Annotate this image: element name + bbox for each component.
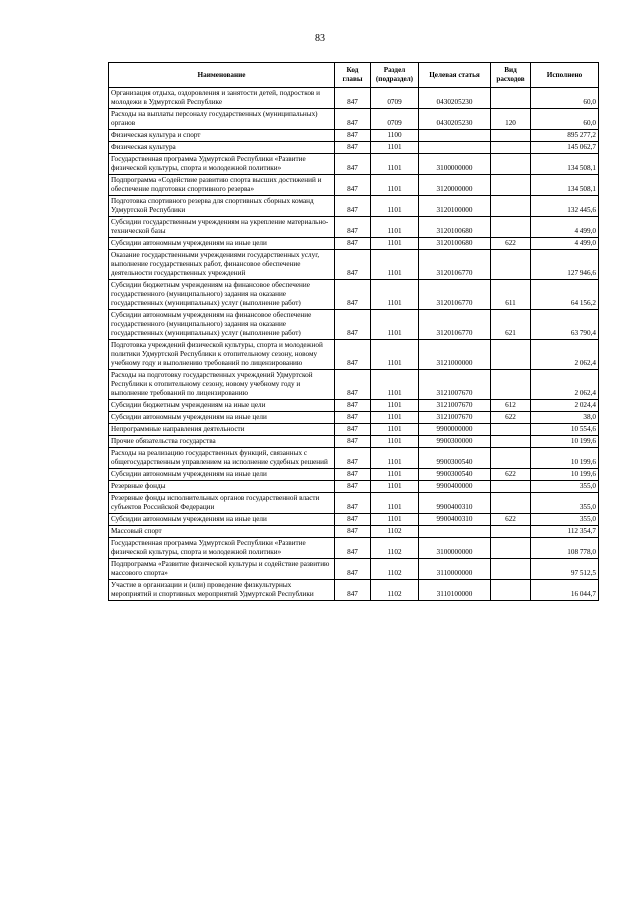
row-type: 622 [491, 412, 531, 424]
table-row [109, 109, 599, 130]
row-amount: 4 499,0 [531, 238, 599, 250]
row-target [419, 526, 491, 538]
row-amount: 355,0 [531, 493, 599, 514]
header-target: Целевая статья [419, 63, 491, 88]
row-amount: 355,0 [531, 514, 599, 526]
row-type [491, 370, 531, 400]
row-code: 847 [335, 130, 371, 142]
row-type [491, 142, 531, 154]
row-code: 847 [335, 175, 371, 196]
row-amount: 63 790,4 [531, 310, 599, 340]
row-code: 847 [335, 370, 371, 400]
row-target: 3121007670 [419, 412, 491, 424]
row-amount: 2 062,4 [531, 370, 599, 400]
row-name: Государственная программа Удмуртской Республики «Развитие физической культуры, спорта и молодежной политики» [109, 154, 335, 175]
row-name: Субсидии автономным учреждениям на иные цели [109, 514, 335, 526]
row-name: Субсидии автономным учреждениям на иные цели [109, 412, 335, 424]
table-row [109, 436, 599, 448]
row-type [491, 196, 531, 217]
row-target: 9900000000 [419, 424, 491, 436]
row-target: 3121007670 [419, 370, 491, 400]
row-amount: 2 062,4 [531, 340, 599, 370]
row-section: 1101 [371, 280, 419, 310]
row-section: 1101 [371, 154, 419, 175]
row-type [491, 175, 531, 196]
row-target: 3120106770 [419, 280, 491, 310]
row-section: 0709 [371, 109, 419, 130]
row-type [491, 436, 531, 448]
row-target: 3120106770 [419, 310, 491, 340]
row-target: 3120000000 [419, 175, 491, 196]
row-type [491, 526, 531, 538]
table-row [109, 469, 599, 481]
row-name: Субсидии автономным учреждениям на иные цели [109, 469, 335, 481]
row-type [491, 88, 531, 109]
table-row [109, 412, 599, 424]
row-name: Подпрограмма «Развитие физической культуры и содействие развитию массового спорта» [109, 559, 335, 580]
row-section: 1102 [371, 580, 419, 601]
row-code: 847 [335, 538, 371, 559]
table-row [109, 424, 599, 436]
row-code: 847 [335, 88, 371, 109]
row-type [491, 217, 531, 238]
table-row [109, 580, 599, 601]
table-row [109, 238, 599, 250]
row-type [491, 130, 531, 142]
row-code: 847 [335, 400, 371, 412]
table-row [109, 154, 599, 175]
row-section: 1101 [371, 142, 419, 154]
row-section: 1101 [371, 469, 419, 481]
row-amount: 2 024,4 [531, 400, 599, 412]
row-code: 847 [335, 493, 371, 514]
row-type [491, 340, 531, 370]
table-row [109, 526, 599, 538]
row-amount: 10 199,6 [531, 469, 599, 481]
row-name: Подготовка учреждений физической культуры, спорта и молодежной политики Удмуртской Республики к отопительному сезону, новому учебному году и выполнению требований по лицензированию [109, 340, 335, 370]
row-code: 847 [335, 424, 371, 436]
header-name: Наименование [109, 63, 335, 88]
row-target: 3110100000 [419, 580, 491, 601]
row-section: 1101 [371, 412, 419, 424]
row-code: 847 [335, 217, 371, 238]
row-name: Резервные фонды [109, 481, 335, 493]
row-target: 3120100680 [419, 238, 491, 250]
row-code: 847 [335, 514, 371, 526]
table-row [109, 400, 599, 412]
row-target: 3121000000 [419, 340, 491, 370]
table-header-row [109, 63, 599, 88]
row-type: 120 [491, 109, 531, 130]
row-name: Субсидии автономным учреждениям на иные цели [109, 238, 335, 250]
row-name: Субсидии государственным учреждениям на укрепление материально-технической базы [109, 217, 335, 238]
row-type [491, 448, 531, 469]
row-target: 9900400000 [419, 481, 491, 493]
row-section: 1100 [371, 130, 419, 142]
row-amount: 112 354,7 [531, 526, 599, 538]
row-section: 1101 [371, 217, 419, 238]
row-amount: 127 946,6 [531, 250, 599, 280]
table-row [109, 88, 599, 109]
table-row [109, 448, 599, 469]
row-section: 0709 [371, 88, 419, 109]
table-row [109, 481, 599, 493]
header-type: Вид расходов [491, 63, 531, 88]
table-row [109, 493, 599, 514]
row-name: Подпрограмма «Содействие развитию спорта высших достижений и обеспечение подготовки спортивного резерва» [109, 175, 335, 196]
row-name: Непрограммные направления деятельности [109, 424, 335, 436]
row-section: 1101 [371, 310, 419, 340]
row-code: 847 [335, 448, 371, 469]
row-code: 847 [335, 559, 371, 580]
row-section: 1101 [371, 250, 419, 280]
table-row [109, 514, 599, 526]
row-target: 9900400310 [419, 514, 491, 526]
row-amount: 132 445,6 [531, 196, 599, 217]
row-section: 1102 [371, 526, 419, 538]
row-name: Организация отдыха, оздоровления и занятости детей, подростков и молодежи в Удмуртской Республике [109, 88, 335, 109]
table-row [109, 250, 599, 280]
row-amount: 10 554,6 [531, 424, 599, 436]
row-name: Подготовка спортивного резерва для спортивных сборных команд Удмуртской Республики [109, 196, 335, 217]
row-amount: 64 156,2 [531, 280, 599, 310]
row-code: 847 [335, 196, 371, 217]
table-body [109, 88, 599, 601]
row-type: 611 [491, 280, 531, 310]
row-amount: 38,0 [531, 412, 599, 424]
row-name: Расходы на реализацию государственных функций, связанных с общегосударственным управлением на исполнение судебных решений [109, 448, 335, 469]
row-code: 847 [335, 580, 371, 601]
row-type: 621 [491, 310, 531, 340]
row-code: 847 [335, 142, 371, 154]
row-type [491, 424, 531, 436]
header-amount: Исполнено [531, 63, 599, 88]
row-section: 1102 [371, 538, 419, 559]
row-code: 847 [335, 310, 371, 340]
row-target: 0430205230 [419, 109, 491, 130]
row-type [491, 250, 531, 280]
row-section: 1101 [371, 424, 419, 436]
row-code: 847 [335, 481, 371, 493]
row-amount: 4 499,0 [531, 217, 599, 238]
row-amount: 108 778,0 [531, 538, 599, 559]
table-row [109, 310, 599, 340]
table-row [109, 142, 599, 154]
row-target [419, 130, 491, 142]
row-name: Участие в организации и (или) проведение физкультурных мероприятий и спортивных мероприятий Удмуртской Республики [109, 580, 335, 601]
row-amount: 145 062,7 [531, 142, 599, 154]
row-type [491, 559, 531, 580]
row-amount: 97 512,5 [531, 559, 599, 580]
row-name: Субсидии бюджетным учреждениям на иные цели [109, 400, 335, 412]
row-target: 3100000000 [419, 538, 491, 559]
row-target: 3120100680 [419, 217, 491, 238]
row-section: 1102 [371, 559, 419, 580]
row-name: Резервные фонды исполнительных органов государственной власти субъектов Российской Федерации [109, 493, 335, 514]
row-type: 622 [491, 514, 531, 526]
row-name: Физическая культура [109, 142, 335, 154]
row-code: 847 [335, 238, 371, 250]
table-row [109, 280, 599, 310]
row-type [491, 580, 531, 601]
table-row [109, 130, 599, 142]
row-target: 9900300540 [419, 448, 491, 469]
row-section: 1101 [371, 370, 419, 400]
header-code: Код главы [335, 63, 371, 88]
row-type: 622 [491, 238, 531, 250]
row-target [419, 142, 491, 154]
row-section: 1101 [371, 493, 419, 514]
row-target: 9900300000 [419, 436, 491, 448]
table-row [109, 175, 599, 196]
row-section: 1101 [371, 481, 419, 493]
row-type: 612 [491, 400, 531, 412]
row-type [491, 481, 531, 493]
row-amount: 10 199,6 [531, 448, 599, 469]
row-section: 1101 [371, 400, 419, 412]
row-code: 847 [335, 436, 371, 448]
row-name: Субсидии бюджетным учреждениям на финансовое обеспечение государственного (муниципального) задания на оказание государственных (муниципальных) услуг (выполнение работ) [109, 280, 335, 310]
row-name: Прочие обязательства государства [109, 436, 335, 448]
row-code: 847 [335, 154, 371, 175]
row-section: 1101 [371, 436, 419, 448]
row-section: 1101 [371, 238, 419, 250]
row-name: Расходы на подготовку государственных учреждений Удмуртской Республики к отопительному сезону, новому учебному году и выполнение требований по лицензированию [109, 370, 335, 400]
table-row [109, 370, 599, 400]
row-target: 3110000000 [419, 559, 491, 580]
table-row [109, 340, 599, 370]
header-section: Раздел (подраздел) [371, 63, 419, 88]
row-amount: 16 044,7 [531, 580, 599, 601]
row-name: Субсидии автономным учреждениям на финансовое обеспечение государственного (муниципального) задания на оказание государственных (муниципальных) услуг (выполнение работ) [109, 310, 335, 340]
row-section: 1101 [371, 340, 419, 370]
row-code: 847 [335, 280, 371, 310]
table-row [109, 196, 599, 217]
row-type: 622 [491, 469, 531, 481]
row-target: 3121007670 [419, 400, 491, 412]
row-amount: 355,0 [531, 481, 599, 493]
table-row [109, 217, 599, 238]
row-amount: 895 277,2 [531, 130, 599, 142]
row-target: 3120106770 [419, 250, 491, 280]
row-code: 847 [335, 250, 371, 280]
row-target: 9900400310 [419, 493, 491, 514]
row-target: 3100000000 [419, 154, 491, 175]
row-section: 1101 [371, 514, 419, 526]
row-code: 847 [335, 109, 371, 130]
row-name: Массовый спорт [109, 526, 335, 538]
row-name: Физическая культура и спорт [109, 130, 335, 142]
row-section: 1101 [371, 448, 419, 469]
table-row [109, 559, 599, 580]
row-code: 847 [335, 526, 371, 538]
row-amount: 134 508,1 [531, 154, 599, 175]
budget-execution-table [108, 62, 599, 601]
row-name: Государственная программа Удмуртской Республики «Развитие физической культуры, спорта и молодежной политики» [109, 538, 335, 559]
row-amount: 134 508,1 [531, 175, 599, 196]
row-amount: 10 199,6 [531, 436, 599, 448]
row-code: 847 [335, 469, 371, 481]
row-code: 847 [335, 412, 371, 424]
row-amount: 60,0 [531, 88, 599, 109]
row-type [491, 154, 531, 175]
row-type [491, 493, 531, 514]
row-name: Оказание государственными учреждениями государственных услуг, выполнение государственных работ, финансовое обеспечение деятельности государственных учреждений [109, 250, 335, 280]
row-name: Расходы на выплаты персоналу государственных (муниципальных) органов [109, 109, 335, 130]
row-target: 3120100000 [419, 196, 491, 217]
row-code: 847 [335, 340, 371, 370]
row-type [491, 538, 531, 559]
row-section: 1101 [371, 175, 419, 196]
row-target: 9900300540 [419, 469, 491, 481]
row-section: 1101 [371, 196, 419, 217]
table-row [109, 538, 599, 559]
page-number: 83 [315, 33, 325, 44]
row-amount: 60,0 [531, 109, 599, 130]
row-target: 0430205230 [419, 88, 491, 109]
